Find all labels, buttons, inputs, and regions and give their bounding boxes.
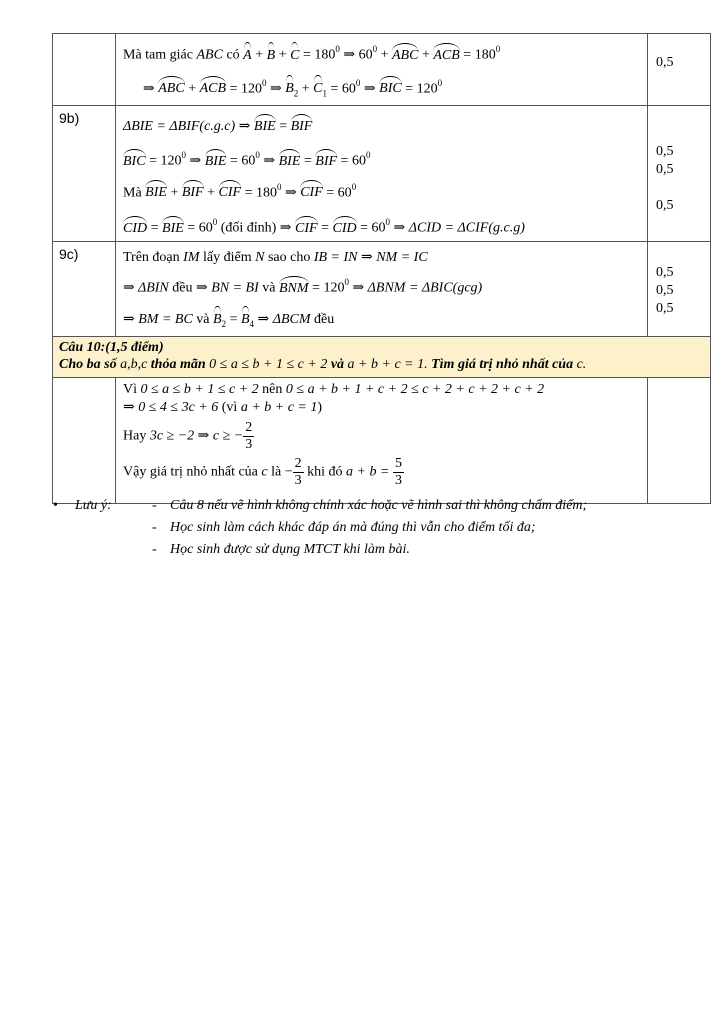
solution-line xyxy=(123,399,647,417)
angle: B xyxy=(267,44,276,65)
solution-line xyxy=(123,381,647,399)
text: và xyxy=(258,280,279,296)
question-10-header xyxy=(53,336,711,377)
angle: B xyxy=(213,308,222,329)
numerator: 5 xyxy=(394,455,402,471)
question-label: 9c) xyxy=(53,242,116,336)
math: + xyxy=(166,185,182,201)
math: = 180 xyxy=(299,47,336,63)
degree: 0 xyxy=(344,277,349,288)
math: + xyxy=(418,47,434,63)
notes-label: Lưu ý: xyxy=(75,498,112,513)
bullet: • xyxy=(53,498,58,513)
angle: BIE xyxy=(205,150,227,171)
text: Tìm giá trị nhỏ nhất của xyxy=(427,356,577,372)
table-row xyxy=(53,242,711,336)
angle: CID xyxy=(123,217,147,238)
text: khi đó xyxy=(303,464,347,480)
question-header-row xyxy=(53,336,711,377)
score-value: 0,5 xyxy=(656,265,674,281)
math: ⇒ xyxy=(185,153,205,169)
dash: - xyxy=(152,498,157,513)
angle: C xyxy=(290,44,299,65)
note-text: Câu 8 nếu vẽ hình không chính xác hoặc vẽ hình sai thì không chấm điểm; xyxy=(170,498,588,513)
degree: 0 xyxy=(372,44,378,54)
math: = 120 xyxy=(226,81,262,97)
fraction xyxy=(393,456,404,489)
question-label xyxy=(53,377,116,503)
text: (vì xyxy=(218,399,241,415)
numerator: 2 xyxy=(245,419,253,435)
score-value: 0,5 xyxy=(656,301,674,317)
math: + xyxy=(377,47,392,63)
math: IB = IN ⇒ NM = IC xyxy=(313,250,428,266)
solution-cell xyxy=(116,106,648,242)
angle: BIF xyxy=(291,115,313,136)
math: 0 ≤ a + b + 1 + c + 2 ≤ c + 2 + c + 2 + c + 2 xyxy=(285,381,545,397)
score-value: 0,5 xyxy=(656,283,674,299)
math: = 60 xyxy=(327,81,356,97)
table-row xyxy=(53,377,711,503)
math: = 180 xyxy=(459,47,496,63)
math: ⇒ 0 ≤ 4 ≤ 3c + 6 xyxy=(123,399,219,415)
denominator: 3 xyxy=(294,472,302,488)
angle: CIF xyxy=(219,181,242,202)
math: a + b = xyxy=(346,464,393,480)
solution-line xyxy=(123,420,647,453)
note-row xyxy=(53,520,693,542)
dash: - xyxy=(152,520,157,535)
math: ⇒ xyxy=(259,153,279,169)
angle: ABC xyxy=(158,77,184,98)
degree: 0 xyxy=(365,150,371,161)
angle: BIF xyxy=(182,181,204,202)
angle: BIC xyxy=(379,77,402,98)
solution-line xyxy=(123,75,647,102)
math: BN = BI xyxy=(211,280,259,296)
math: a,b,c xyxy=(120,356,148,372)
math: ABC xyxy=(196,47,223,63)
dash: - xyxy=(152,542,157,557)
note-text: Học sinh được sử dụng MTCT khi làm bài. xyxy=(170,542,410,557)
score-value: 0,5 xyxy=(656,55,674,70)
angle: BIE xyxy=(162,217,184,238)
degree: 0 xyxy=(437,77,443,88)
text: Vì xyxy=(123,381,141,397)
degree: 0 xyxy=(276,181,282,192)
degree: 0 xyxy=(351,181,357,192)
score-cell xyxy=(648,106,711,242)
table-row xyxy=(53,106,711,242)
text: và xyxy=(327,356,348,372)
degree: 0 xyxy=(255,150,260,161)
math: = 120 xyxy=(401,81,438,97)
fraction xyxy=(293,456,304,489)
math: = xyxy=(275,119,291,135)
solution-line xyxy=(123,147,647,171)
angle: ACB xyxy=(433,44,459,65)
math: ⇒ ΔBNM = ΔBIC xyxy=(348,280,453,296)
solution-line xyxy=(123,274,647,298)
math: − xyxy=(284,464,293,480)
text: sao cho xyxy=(264,250,314,266)
math: + xyxy=(275,47,291,63)
math: = 60 xyxy=(322,185,352,201)
solution-line xyxy=(123,456,647,489)
text: Hay xyxy=(123,428,150,444)
text: đều ⇒ xyxy=(168,280,212,296)
notes-section xyxy=(53,498,693,564)
math: = 60 xyxy=(226,153,256,169)
degree: 0 xyxy=(212,217,218,228)
score-cell xyxy=(648,242,711,336)
angle: B xyxy=(285,77,294,98)
solution-line xyxy=(123,308,647,333)
numerator: 2 xyxy=(294,455,302,471)
note-row xyxy=(53,542,693,564)
math: 0 ≤ a ≤ b + 1 ≤ c + 2 xyxy=(209,356,328,372)
math: 3c ≥ −2 ⇒ c ≥ − xyxy=(149,428,244,444)
degree: 0 xyxy=(335,44,340,54)
text: là xyxy=(267,464,285,480)
text: Trên đoạn xyxy=(123,250,184,266)
math: = 180 xyxy=(241,185,277,201)
math: ⇒ ΔCID = ΔCIF xyxy=(390,221,489,237)
angle: CIF xyxy=(300,181,323,202)
math: + xyxy=(184,81,200,97)
table-row xyxy=(53,34,711,106)
math: = 60 xyxy=(356,221,386,237)
text: ) xyxy=(317,399,323,415)
math: ⇒ xyxy=(281,185,301,201)
degree: 0 xyxy=(261,77,267,88)
angle: BIE xyxy=(254,115,276,136)
angle: BIC xyxy=(123,150,146,171)
angle: B xyxy=(241,308,250,329)
math: ⇒ ΔBIN xyxy=(123,280,169,296)
math: c. xyxy=(576,356,587,372)
math: = xyxy=(300,153,316,169)
text: Mà xyxy=(123,185,146,201)
math: = xyxy=(147,221,163,237)
note-row xyxy=(53,498,693,520)
math: = xyxy=(226,311,241,327)
math: ⇒ xyxy=(266,81,286,97)
question-label: 9b) xyxy=(53,106,116,242)
math: c xyxy=(261,464,268,480)
score-cell xyxy=(648,377,711,503)
solution-cell xyxy=(116,242,648,336)
text: lấy điểm xyxy=(199,250,256,266)
degree: 0 xyxy=(495,44,501,54)
math: = xyxy=(317,221,333,237)
math: = 60 xyxy=(183,221,213,237)
solution-line xyxy=(123,214,647,238)
degree: 0 xyxy=(385,217,391,228)
solution-cell xyxy=(116,34,648,106)
text: nên xyxy=(258,381,286,397)
solution-line xyxy=(123,179,647,203)
math: a + b + c = 1. xyxy=(347,356,428,372)
math: ⇒ 60 xyxy=(339,47,373,63)
angle: CIF xyxy=(295,217,318,238)
math: ⇒ BM = BC xyxy=(123,311,193,327)
angle: BIE xyxy=(145,181,167,202)
text: (đối đỉnh) ⇒ xyxy=(217,221,296,237)
angle: ABC xyxy=(392,44,418,65)
score-value: 0,5 xyxy=(656,198,674,214)
subscript: 1 xyxy=(322,88,327,99)
math: = 60 xyxy=(337,153,366,169)
grading-table xyxy=(52,33,711,504)
text: và xyxy=(192,311,213,327)
text: đều xyxy=(310,311,335,327)
degree: 0 xyxy=(181,150,186,161)
solution-cell xyxy=(116,377,648,503)
text: Vậy giá trị nhỏ nhất của xyxy=(123,464,262,480)
math: ⇒ xyxy=(235,119,254,135)
angle: BIE xyxy=(279,150,301,171)
math: ⇒ xyxy=(360,81,380,97)
score-cell xyxy=(648,34,711,106)
note-text: Học sinh làm cách khác đáp án mà đúng thì vẫn cho điểm tối đa; xyxy=(170,520,536,535)
score-value: 0,5 xyxy=(656,162,674,178)
math: + xyxy=(203,185,219,201)
math: (c.g.c) xyxy=(199,119,236,135)
math: + xyxy=(251,47,267,63)
angle: BNM xyxy=(279,277,309,298)
math: = 120 xyxy=(145,153,182,169)
score-value: 0,5 xyxy=(656,144,674,160)
question-title: Câu 10:(1,5 điểm) xyxy=(59,339,164,355)
question-statement xyxy=(59,356,704,374)
text: Cho ba số xyxy=(59,356,121,372)
solution-line xyxy=(123,249,647,267)
math: ⇒ ΔBCM xyxy=(254,311,311,327)
math: ΔBIE = ΔBIF xyxy=(123,119,200,135)
denominator: 3 xyxy=(394,472,402,488)
math: = 120 xyxy=(308,280,345,296)
subscript: 2 xyxy=(221,318,227,329)
angle: A xyxy=(243,44,252,65)
subscript: 4 xyxy=(249,318,255,329)
degree: 0 xyxy=(355,77,361,88)
math: 0 ≤ a ≤ b + 1 ≤ c + 2 xyxy=(140,381,259,397)
math: N xyxy=(255,250,265,266)
denominator: 3 xyxy=(245,436,253,452)
angle: BIF xyxy=(315,150,337,171)
math: ⇒ xyxy=(143,81,159,97)
fraction xyxy=(243,420,254,453)
text: thỏa mãn xyxy=(147,356,210,372)
solution-line xyxy=(123,41,647,65)
math: (g.c.g) xyxy=(488,221,525,237)
text: có xyxy=(222,47,244,63)
math: IM xyxy=(183,250,200,266)
text: Mà tam giác xyxy=(123,47,197,63)
angle: CID xyxy=(333,217,357,238)
subscript: 2 xyxy=(293,88,299,99)
angle: C xyxy=(313,77,322,98)
solution-line xyxy=(123,115,647,136)
math: + xyxy=(298,81,314,97)
math: (gcg) xyxy=(452,280,483,296)
question-label xyxy=(53,34,116,106)
math: a + b + c = 1 xyxy=(240,399,318,415)
angle: ACB xyxy=(200,77,226,98)
